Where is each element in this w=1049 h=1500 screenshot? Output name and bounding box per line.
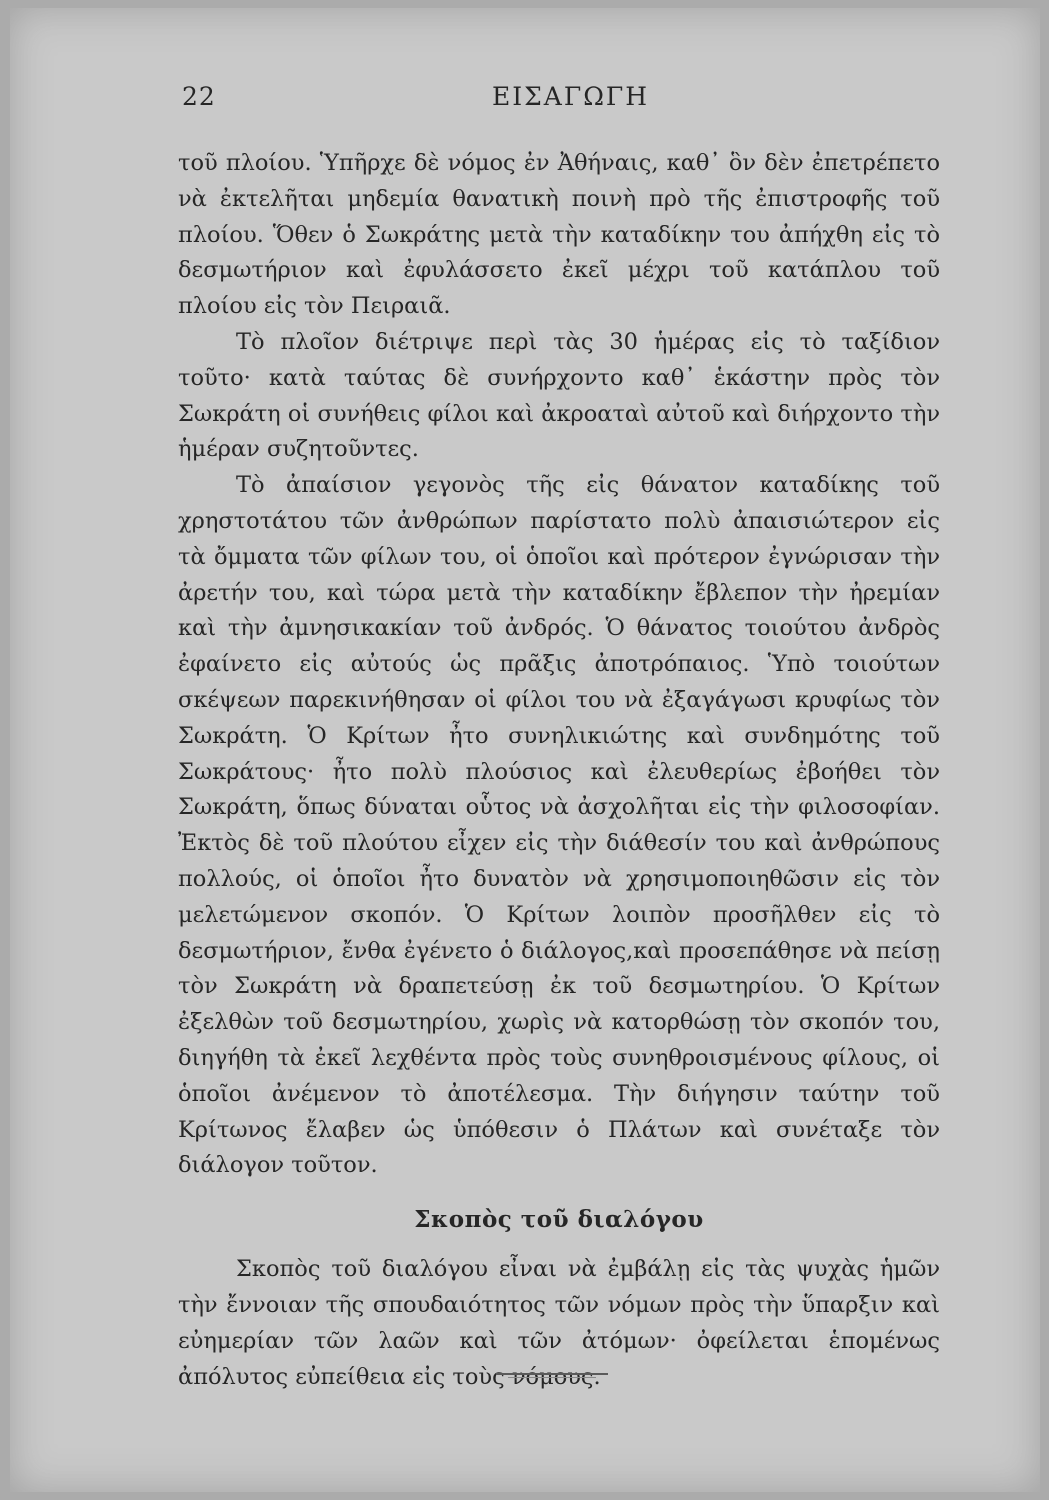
paragraph-crito: Τὸ ἀπαίσιον γεγονὸς τῆς εἰς θάνατον καταδίκης τοῦ χρηστοτάτου τῶν ἀνθρώπων παρίστατο πολὺ ἀπαισιώτερον εἰς τὰ ὄμματα τῶν φίλων του, οἱ ὁποῖοι καὶ πρότερον ἐγνώρισαν τὴν ἀρετήν του, καὶ τώρα μετὰ τὴν καταδίκην ἔβλεπον τὴν ἠρεμίαν καὶ τὴν ἀμνησικακίαν τοῦ ἀνδρός. Ὁ θάνατος τοιούτου ἀνδρὸς ἐφαίνετο εἰς αὐτούς ὡς πρᾶξις ἀποτρόπαιος. Ὑπὸ τοιούτων σκέψεων παρεκινήθησαν οἱ φίλοι του νὰ ἐξαγάγωσι κρυφίως τὸν Σωκράτη. Ὁ Κρίτων ἦτο συνηλικιώτης καὶ συνδημότης τοῦ Σωκράτους· ἦτο πολὺ πλούσιος καὶ ἐλευθερίως ἐβοήθει τὸν Σωκράτη, ὅπως δύναται οὗτος νὰ ἀσχολῆται εἰς τὴν φιλοσοφίαν. Ἐκτὸς δὲ τοῦ πλούτου εἶχεν εἰς τὴν διάθεσίν του καὶ ἀνθρώπους πολλούς, οἱ ὁποῖοι ἦτο δυνατὸν νὰ χρησιμοποιηθῶσιν εἰς τὸν μελετώμενον σκοπόν. Ὁ Κρίτων λοιπὸν προσῆλθεν εἰς τὸ δεσμωτήριον, ἔνθα ἐγένετο ὁ διάλογος,καὶ προσεπάθησε νὰ πείσῃ τὸν Σωκράτη νὰ δραπετεύσῃ ἐκ τοῦ δεσμωτηρίου. Ὁ Κρίτων ἐξελθὼν τοῦ δεσμωτηρίου, χωρὶς νὰ κατορθώσῃ τὸν σκοπόν του, διηγήθη τὰ ἐκεῖ λεχθέντα πρὸς τοὺς συνηθροισμένους φίλους, οἱ ὁποῖοι ἀνέμενον τὸ ἀποτέλεσμα. Τὴν διήγησιν ταύτην τοῦ Κρίτωνος ἔλαβεν ὡς ὑπόθεσιν ὁ Πλάτων καὶ συνέταξε τὸν διάλογον τοῦτον.	[178, 472, 940, 1179]
page-header	[10, 82, 1040, 116]
paragraph-voyage: Τὸ πλοῖον διέτριψε περὶ τὰς 30 ἡμέρας εἰς τὸ ταξίδιον τοῦτο· κατὰ ταύτας δὲ συνήρχοντο καθ᾿ ἑκάστην πρὸς τὸν Σωκράτη οἱ συνήθεις φίλοι καὶ ἀκροαταὶ αὐτοῦ καὶ διήρχοντο τὴν ἡμέραν συζητοῦντες.	[178, 328, 940, 463]
body-text	[178, 146, 940, 1395]
section-heading: Σκοπὸς τοῦ διαλόγου	[414, 1206, 704, 1234]
end-ornament-rule	[496, 1373, 608, 1375]
page-number: 22	[182, 82, 216, 111]
paragraph-purpose: Σκοπὸς τοῦ διαλόγου εἶναι νὰ ἐμβάλῃ εἰς τὰς ψυχὰς ἡμῶν τὴν ἔννοιαν τῆς σπουδαιότητος τῶν νόμων πρὸς τὴν ὕπαρξιν καὶ εὐημερίαν τῶν λαῶν καὶ τῶν ἀτόμων· ὀφείλεται ἑπομένως ἀπόλυτος εὐπείθεια εἰς τοὺς νόμους.	[178, 1256, 940, 1390]
paragraph-continuation: τοῦ πλοίου. Ὑπῆρχε δὲ νόμος ἐν Ἀθήναις, καθ᾿ ὃν δὲν ἐπετρέπετο νὰ ἐκτελῆται μηδεμία θανατικὴ ποινὴ πρὸ τῆς ἐπιστροφῆς τοῦ πλοίου. Ὅθεν ὁ Σωκράτης μετὰ τὴν καταδίκην του ἀπήχθη εἰς τὸ δεσμωτήριον καὶ ἐφυλάσσετο ἐκεῖ μέχρι τοῦ κατάπλου τοῦ πλοίου εἰς τὸν Πειραιᾶ.	[178, 150, 940, 320]
running-title: ΕΙΣΑΓΩΓΗ	[492, 82, 650, 111]
book-page	[10, 8, 1040, 1492]
